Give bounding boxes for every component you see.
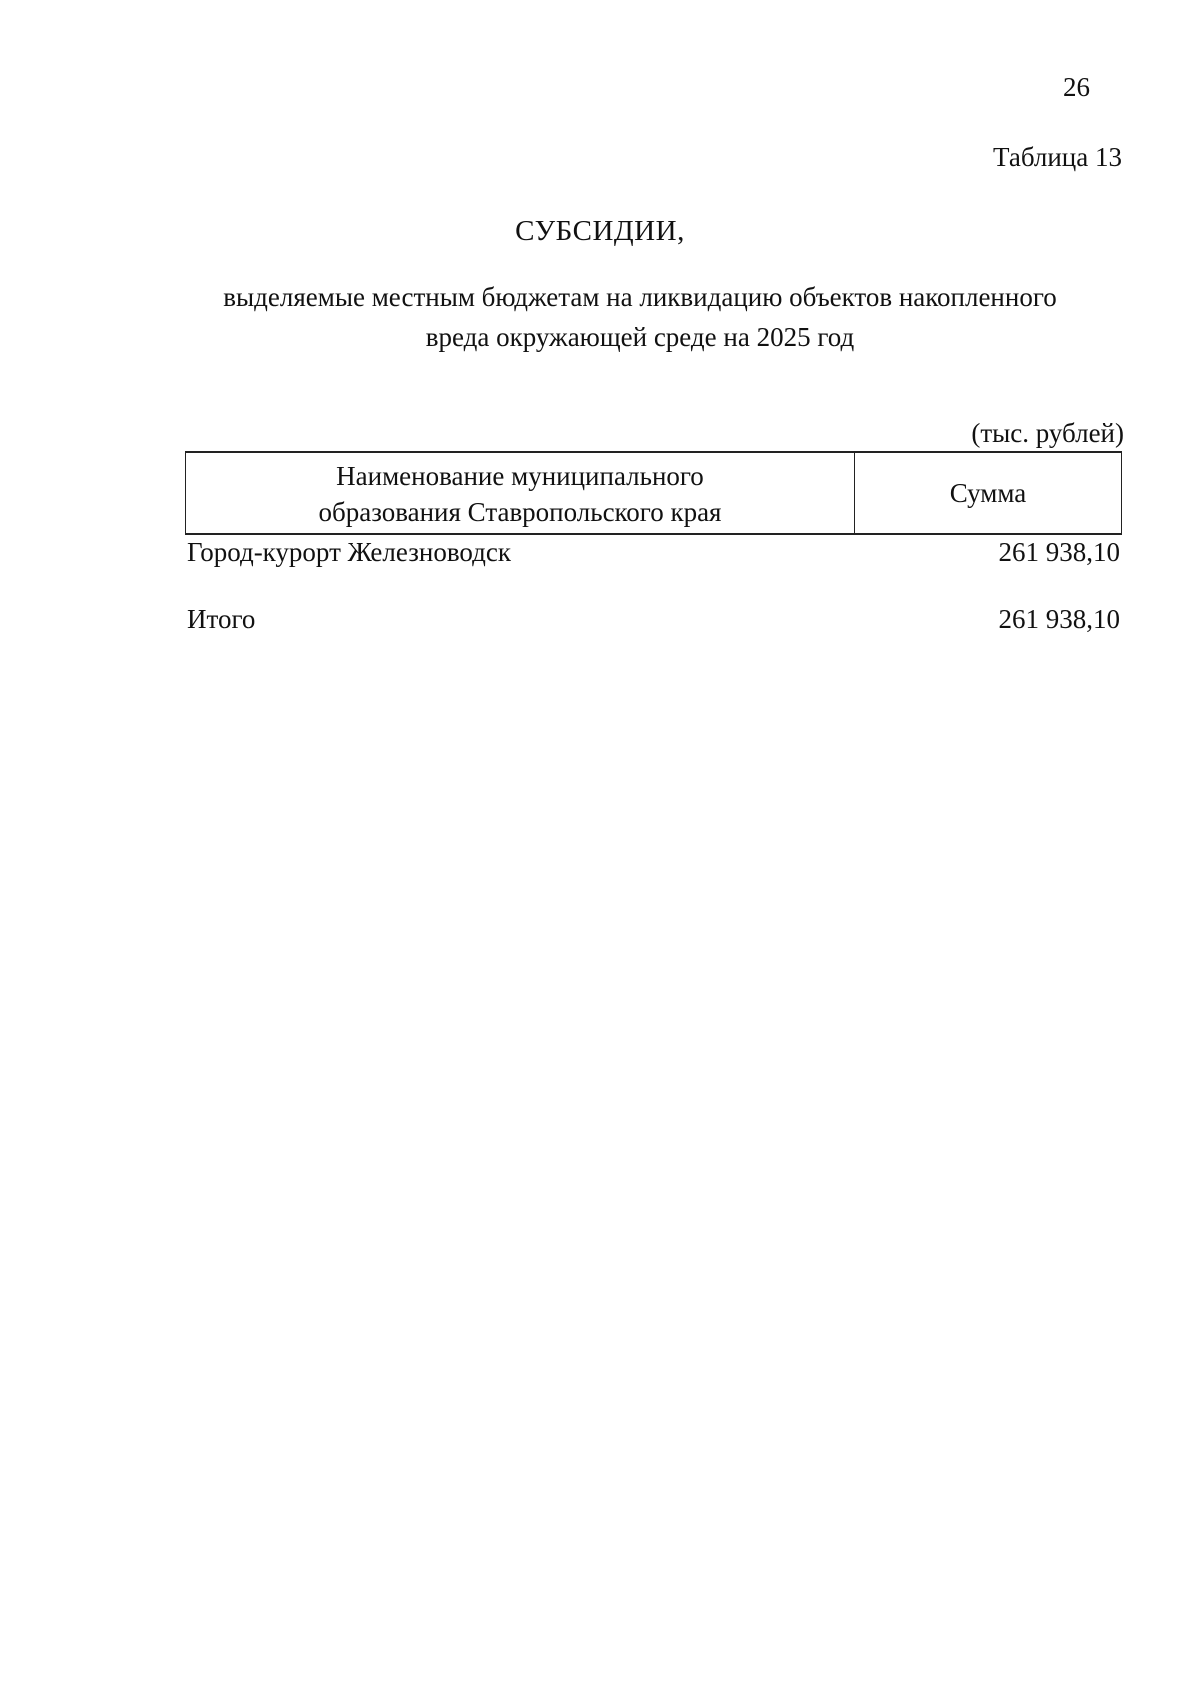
header-name-cell bbox=[186, 453, 855, 533]
header-name-line-2: образования Ставропольского края bbox=[318, 497, 722, 527]
total-sum: 261 938,10 bbox=[998, 604, 1120, 634]
document-title: СУБСИДИИ, bbox=[515, 215, 685, 247]
table-header bbox=[185, 451, 1122, 535]
document-subtitle bbox=[190, 277, 1090, 357]
units-note: (тыс. рублей) bbox=[971, 418, 1124, 448]
table-row bbox=[187, 537, 1120, 568]
header-name-line-1: Наименование муниципального bbox=[336, 461, 704, 491]
row-sum: 261 938,10 bbox=[998, 537, 1120, 567]
header-sum-cell: Сумма bbox=[949, 477, 1027, 508]
subtitle-line-1: выделяемые местным бюджетам на ликвидацию объектов накопленного bbox=[223, 282, 1057, 312]
table-label: Таблица 13 bbox=[993, 142, 1122, 172]
row-name: Город-курорт Железноводск bbox=[187, 537, 511, 567]
total-row bbox=[187, 604, 1120, 635]
page-number: 26 bbox=[1063, 72, 1090, 102]
subtitle-line-2: вреда окружающей среде на 2025 год bbox=[425, 322, 855, 352]
total-label: Итого bbox=[187, 604, 256, 634]
